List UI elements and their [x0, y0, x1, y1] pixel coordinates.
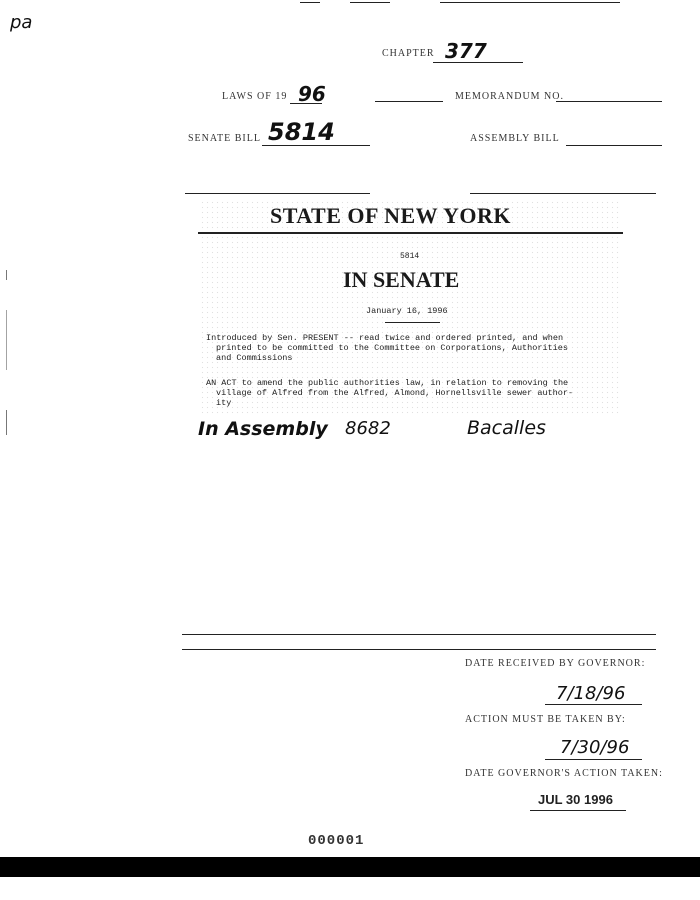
- introduction-text: [206, 333, 626, 363]
- page-number: 000001: [308, 833, 365, 849]
- senate-bill-label: SENATE BILL: [188, 133, 261, 144]
- action-by-label: ACTION MUST BE TAKEN BY:: [465, 714, 626, 725]
- act-text: [206, 378, 626, 408]
- action-taken-stamp: JUL 30 1996: [538, 792, 613, 807]
- senate-bill-value: 5814: [268, 118, 335, 146]
- act-line: village of Alfred from the Alfred, Almond, Hornellsville sewer author-: [216, 388, 574, 398]
- sponsor-note: Bacalles: [467, 417, 546, 439]
- introduction-line: Introduced by Sen. PRESENT -- read twice and ordered printed, and when: [206, 333, 564, 343]
- action-taken-label: DATE GOVERNOR'S ACTION TAKEN:: [465, 768, 663, 779]
- date-received-label: DATE RECEIVED BY GOVERNOR:: [465, 658, 646, 669]
- chapter-label: CHAPTER: [382, 48, 435, 59]
- corner-mark: pa: [10, 12, 33, 33]
- act-line: ity: [216, 398, 232, 408]
- scan-bottom-bar: [0, 857, 700, 877]
- in-assembly-note: In Assembly: [198, 418, 328, 440]
- laws-label: LAWS OF 19: [222, 91, 288, 102]
- action-by-value: 7/30/96: [560, 737, 630, 758]
- introduction-line: printed to be committed to the Committee on Corporations, Authorities: [216, 343, 568, 353]
- scan-edge-marks: [4, 270, 12, 440]
- memorandum-label: MEMORANDUM NO.: [455, 91, 565, 102]
- bill-date: January 16, 1996: [366, 306, 448, 316]
- act-line: AN ACT to amend the public authorities law, in relation to removing the: [206, 378, 569, 388]
- laws-value: 96: [298, 82, 326, 106]
- date-received-value: 7/18/96: [556, 683, 626, 704]
- state-title: STATE OF NEW YORK: [270, 203, 511, 228]
- assembly-bill-label: ASSEMBLY BILL: [470, 133, 560, 144]
- assembly-number-note: 8682: [345, 418, 391, 439]
- introduction-line: and Commissions: [216, 353, 293, 363]
- chamber-title: IN SENATE: [343, 267, 460, 292]
- bill-number: 5814: [400, 252, 420, 261]
- chapter-value: 377: [445, 39, 487, 63]
